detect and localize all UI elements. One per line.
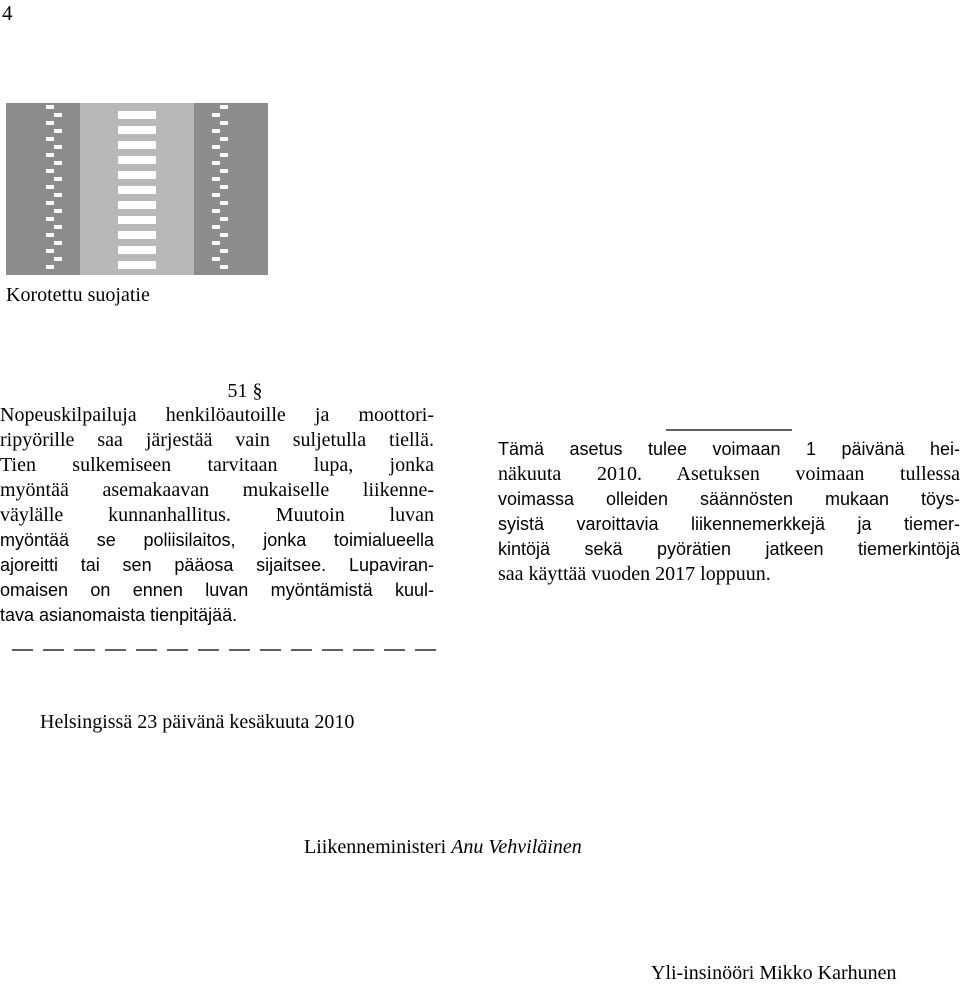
ramp-marking: [212, 161, 220, 165]
ramp-marking: [212, 257, 220, 261]
zebra-stripe: [118, 201, 156, 209]
dashed-rule: [6, 647, 438, 653]
ramp-marking: [54, 193, 62, 197]
short-rule: [666, 429, 792, 432]
section-heading: 51 §: [227, 380, 263, 402]
signing-place-date: Helsingissä 23 päivänä kesäkuuta 2010: [40, 711, 355, 733]
minister-name: Anu Vehviläinen: [451, 836, 582, 858]
zebra-stripe: [118, 216, 156, 224]
ramp-marking: [46, 265, 54, 269]
ramp-marking: [46, 217, 54, 221]
zebra-stripe: [118, 126, 156, 134]
minister-signature-line: [304, 834, 582, 860]
ramp-marking: [54, 129, 62, 133]
ramp-marking: [54, 113, 62, 117]
paragraph-line: näkuuta 2010. Asetuksen voimaan tullessa: [498, 463, 960, 485]
ramp-marking: [220, 249, 228, 253]
zebra-stripe: [118, 156, 156, 164]
ramp-marking: [212, 113, 220, 117]
zebra-stripe: [118, 111, 156, 119]
ramp-marking: [54, 241, 62, 245]
figure-caption: Korotettu suojatie: [6, 284, 150, 306]
paragraph-line: väylälle kunnanhallitus. Muutoin luvan: [0, 504, 434, 526]
ramp-marking: [54, 145, 62, 149]
minister-title: Liikenneministeri: [304, 836, 447, 858]
engineer-signature-line: Yli-insinööri Mikko Karhunen: [651, 962, 897, 984]
ramp-marking: [220, 217, 228, 221]
ramp-marking: [54, 225, 62, 229]
ramp-marking: [220, 121, 228, 125]
ramp-marking: [220, 185, 228, 189]
raised-crosswalk-illustration: [6, 103, 268, 275]
ramp-marking: [46, 153, 54, 157]
ramp-marking: [220, 233, 228, 237]
ramp-marking: [220, 137, 228, 141]
paragraph-line: Tien sulkemiseen tarvitaan lupa, jonka: [0, 454, 434, 476]
ramp-marking: [54, 257, 62, 261]
ramp-marking: [46, 105, 54, 109]
ramp-marking: [212, 129, 220, 133]
zebra-stripe: [118, 261, 156, 269]
ramp-marking: [220, 169, 228, 173]
zebra-stripe: [118, 246, 156, 254]
ramp-marking: [212, 241, 220, 245]
paragraph-line: kintöjä sekä pyörätien jatkeen tiemerkintöjä: [498, 539, 960, 559]
ramp-marking: [220, 105, 228, 109]
paragraph-line: ripyörille saa järjestää vain suljetulla tiellä.: [0, 429, 434, 451]
entry-into-force-rule: [666, 419, 792, 437]
ramp-marking: [54, 161, 62, 165]
ramp-marking: [54, 177, 62, 181]
paragraph-line: tava asianomaista tienpitäjää.: [0, 605, 238, 625]
zebra-stripe: [118, 171, 156, 179]
ramp-marking: [46, 201, 54, 205]
ramp-marking: [46, 169, 54, 173]
paragraph-line: saa käyttää vuoden 2017 loppuun.: [498, 563, 771, 585]
zebra-stripe: [118, 141, 156, 149]
zebra-stripe: [118, 186, 156, 194]
ramp-marking: [212, 193, 220, 197]
ramp-marking: [212, 209, 220, 213]
paragraph-line: ajoreitti tai sen pääosa sijaitsee. Lupaviran-: [0, 555, 434, 575]
paragraph-line: syistä varoittavia liikennemerkkejä ja tiemer-: [498, 514, 960, 534]
paragraph-line: Tämä asetus tulee voimaan 1 päivänä hei-: [498, 439, 960, 459]
ramp-marking: [212, 225, 220, 229]
ramp-marking: [46, 249, 54, 253]
paragraph-line: myöntää se poliisilaitos, jonka toimialueella: [0, 530, 434, 550]
ramp-marking: [220, 153, 228, 157]
section-divider-dashes: [6, 640, 438, 658]
paragraph-line: Nopeuskilpailuja henkilöautoille ja moottori-: [0, 404, 434, 426]
ramp-marking: [212, 177, 220, 181]
ramp-marking: [46, 185, 54, 189]
ramp-marking: [46, 233, 54, 237]
paragraph-line: omaisen on ennen luvan myöntämistä kuul-: [0, 580, 434, 600]
paragraph-line: voimassa olleiden säännösten mukaan töys-: [498, 489, 960, 509]
ramp-marking: [54, 209, 62, 213]
zebra-stripe: [118, 231, 156, 239]
paragraph-line: myöntää asemakaavan mukaiselle liikenne-: [0, 479, 434, 501]
ramp-marking: [46, 121, 54, 125]
ramp-marking: [220, 265, 228, 269]
section-51-paragraph: [0, 403, 434, 628]
page-number: 4: [2, 1, 13, 25]
ramp-marking: [46, 137, 54, 141]
entry-into-force-paragraph: [498, 437, 960, 587]
ramp-marking: [212, 145, 220, 149]
ramp-marking: [220, 201, 228, 205]
